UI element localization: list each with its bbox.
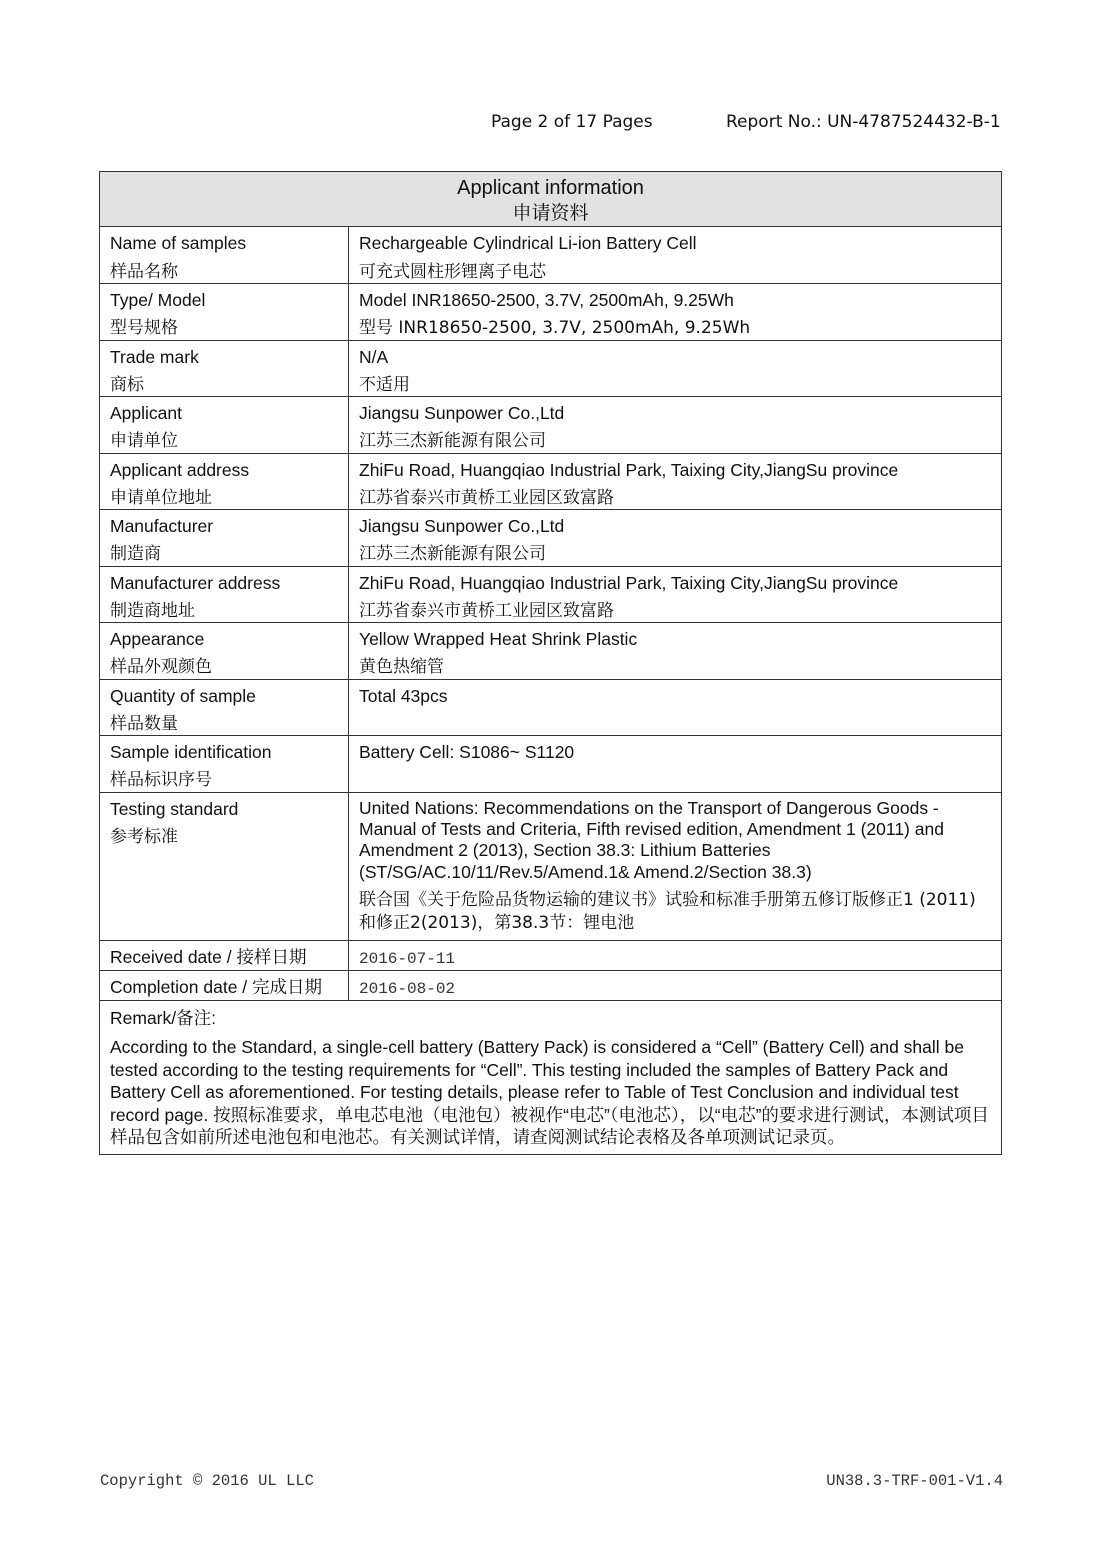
table-row <box>100 679 1002 736</box>
page-number: Page 2 of 17 Pages <box>491 112 653 132</box>
row-label-en: Applicant <box>110 403 182 424</box>
completion-date-value: 2016-08-02 <box>359 980 456 999</box>
row-value-en: Model INR18650-2500, 3.7V, 2500mAh, 9.25Wh <box>359 290 734 310</box>
copyright-footer: Copyright © 2016 UL LLC <box>100 1472 314 1490</box>
table-title <box>100 172 1002 227</box>
applicant-information-table <box>99 171 1002 1155</box>
row-label-en: Sample identification <box>110 742 272 763</box>
row-value-en: N/A <box>359 346 389 367</box>
row-label-zh: 制造商 <box>110 544 161 565</box>
received-date-label: Received date / 接样日期 <box>110 947 307 968</box>
row-value-en: Jiangsu Sunpower Co.,Ltd <box>359 516 565 537</box>
table-row <box>100 453 1002 510</box>
completion-date-label: Completion date / 完成日期 <box>110 977 323 998</box>
row-label-zh: 申请单位 <box>110 431 178 452</box>
table-title-en: Applicant information <box>457 177 644 199</box>
report-number: Report No.: UN-4787524432-B-1 <box>726 112 1001 132</box>
table-row <box>100 510 1002 567</box>
row-label-zh: 型号规格 <box>110 318 178 339</box>
table-row <box>100 284 1002 341</box>
row-value-zh: 不适用 <box>359 374 410 395</box>
table-row <box>100 623 1002 680</box>
row-label-en: Quantity of sample <box>110 685 256 706</box>
table-row <box>100 227 1002 284</box>
completion-date-row <box>100 971 1002 1001</box>
row-label-en: Appearance <box>110 629 205 650</box>
row-value-en: Jiangsu Sunpower Co.,Ltd <box>359 403 565 424</box>
received-date-row <box>100 941 1002 971</box>
row-value-en: ZhiFu Road, Huangqiao Industrial Park, Taixing City,JiangSu province <box>359 572 899 593</box>
row-value-en: Total 43pcs <box>359 685 448 706</box>
row-value-zh: 可充式圆柱形锂离子电芯 <box>359 261 546 282</box>
row-value-zh: 黄色热缩管 <box>359 657 444 678</box>
row-value-en: ZhiFu Road, Huangqiao Industrial Park, Taixing City,JiangSu province <box>359 459 899 480</box>
received-date-value: 2016-07-11 <box>359 950 456 969</box>
row-label-zh: 样品名称 <box>110 261 178 282</box>
remark-label: Remark/备注: <box>110 1008 216 1029</box>
form-id-footer: UN38.3-TRF-001-V1.4 <box>826 1472 1003 1490</box>
row-label-en: Applicant address <box>110 459 250 480</box>
row-value-en: Rechargeable Cylindrical Li-ion Battery Cell <box>359 233 697 254</box>
row-label-en: Testing standard <box>110 798 239 819</box>
row-value-zh: 江苏省泰兴市黄桥工业园区致富路 <box>359 600 614 621</box>
remark-text: According to the Standard, a single-cell battery (Battery Pack) is considered a “Cell” (Battery Cell) and shall be tested according to the testing requirements for “Cell”. This testing included the samples of Battery Pack and Battery Cell as aforementioned. For testing details, please refer to Table of Test Conclusion and individual test record page. 按照标准要求，单电芯电池（电池包）被视作“电芯”（电池芯），以“电芯”的要求进行测试，本测试项目样品包含如前所述电池包和电池芯。有关测试详情，请查阅测试结论表格及各单项测试记录页。 <box>110 1037 989 1147</box>
row-label-en: Manufacturer <box>110 516 214 537</box>
remark-row <box>100 1001 1002 1155</box>
row-label-zh: 制造商地址 <box>110 600 195 621</box>
row-label-en: Trade mark <box>110 346 199 367</box>
testing-standard-zh: 联合国《关于危险品货物运输的建议书》试验和标准手册第五修订版修正1 (2011)和修正2(2013)，第38.3节：锂电池 <box>359 890 976 933</box>
table-row <box>100 566 1002 623</box>
table-title-zh: 申请资料 <box>512 203 589 225</box>
row-value-zh: 江苏三杰新能源有限公司 <box>359 544 546 565</box>
testing-standard-row <box>100 792 1002 940</box>
row-label-en: Type/ Model <box>110 290 206 310</box>
testing-standard-en: United Nations: Recommendations on the Transport of Dangerous Goods - Manual of Tests and Criteria, Fifth revised edition, Amendment 1 (2011) and Amendment 2 (2013), Section 38.3: Lithium Batteries (ST/SG/AC.10/11/Rev.5/Amend.1& Amend.2/Section 38.3) <box>359 797 944 882</box>
row-label-zh: 样品标识序号 <box>110 770 212 791</box>
table-row <box>100 736 1002 793</box>
row-value-zh: 江苏三杰新能源有限公司 <box>359 431 546 452</box>
row-value-en: Yellow Wrapped Heat Shrink Plastic <box>359 629 638 650</box>
table-row <box>100 340 1002 397</box>
row-label-en: Name of samples <box>110 233 247 254</box>
row-label-zh: 商标 <box>110 374 144 395</box>
page-header <box>0 112 1100 140</box>
row-value-zh: 型号 INR18650-2500, 3.7V, 2500mAh, 9.25Wh <box>359 318 751 339</box>
row-value-en: Battery Cell: S1086~ S1120 <box>359 742 575 763</box>
row-label-zh: 参考标准 <box>110 826 178 847</box>
table-row <box>100 397 1002 454</box>
row-label-en: Manufacturer address <box>110 572 281 593</box>
row-label-zh: 样品外观颜色 <box>110 657 212 678</box>
row-value-zh: 江苏省泰兴市黄桥工业园区致富路 <box>359 487 614 508</box>
row-label-zh: 样品数量 <box>110 713 178 734</box>
row-label-zh: 申请单位地址 <box>110 487 212 508</box>
